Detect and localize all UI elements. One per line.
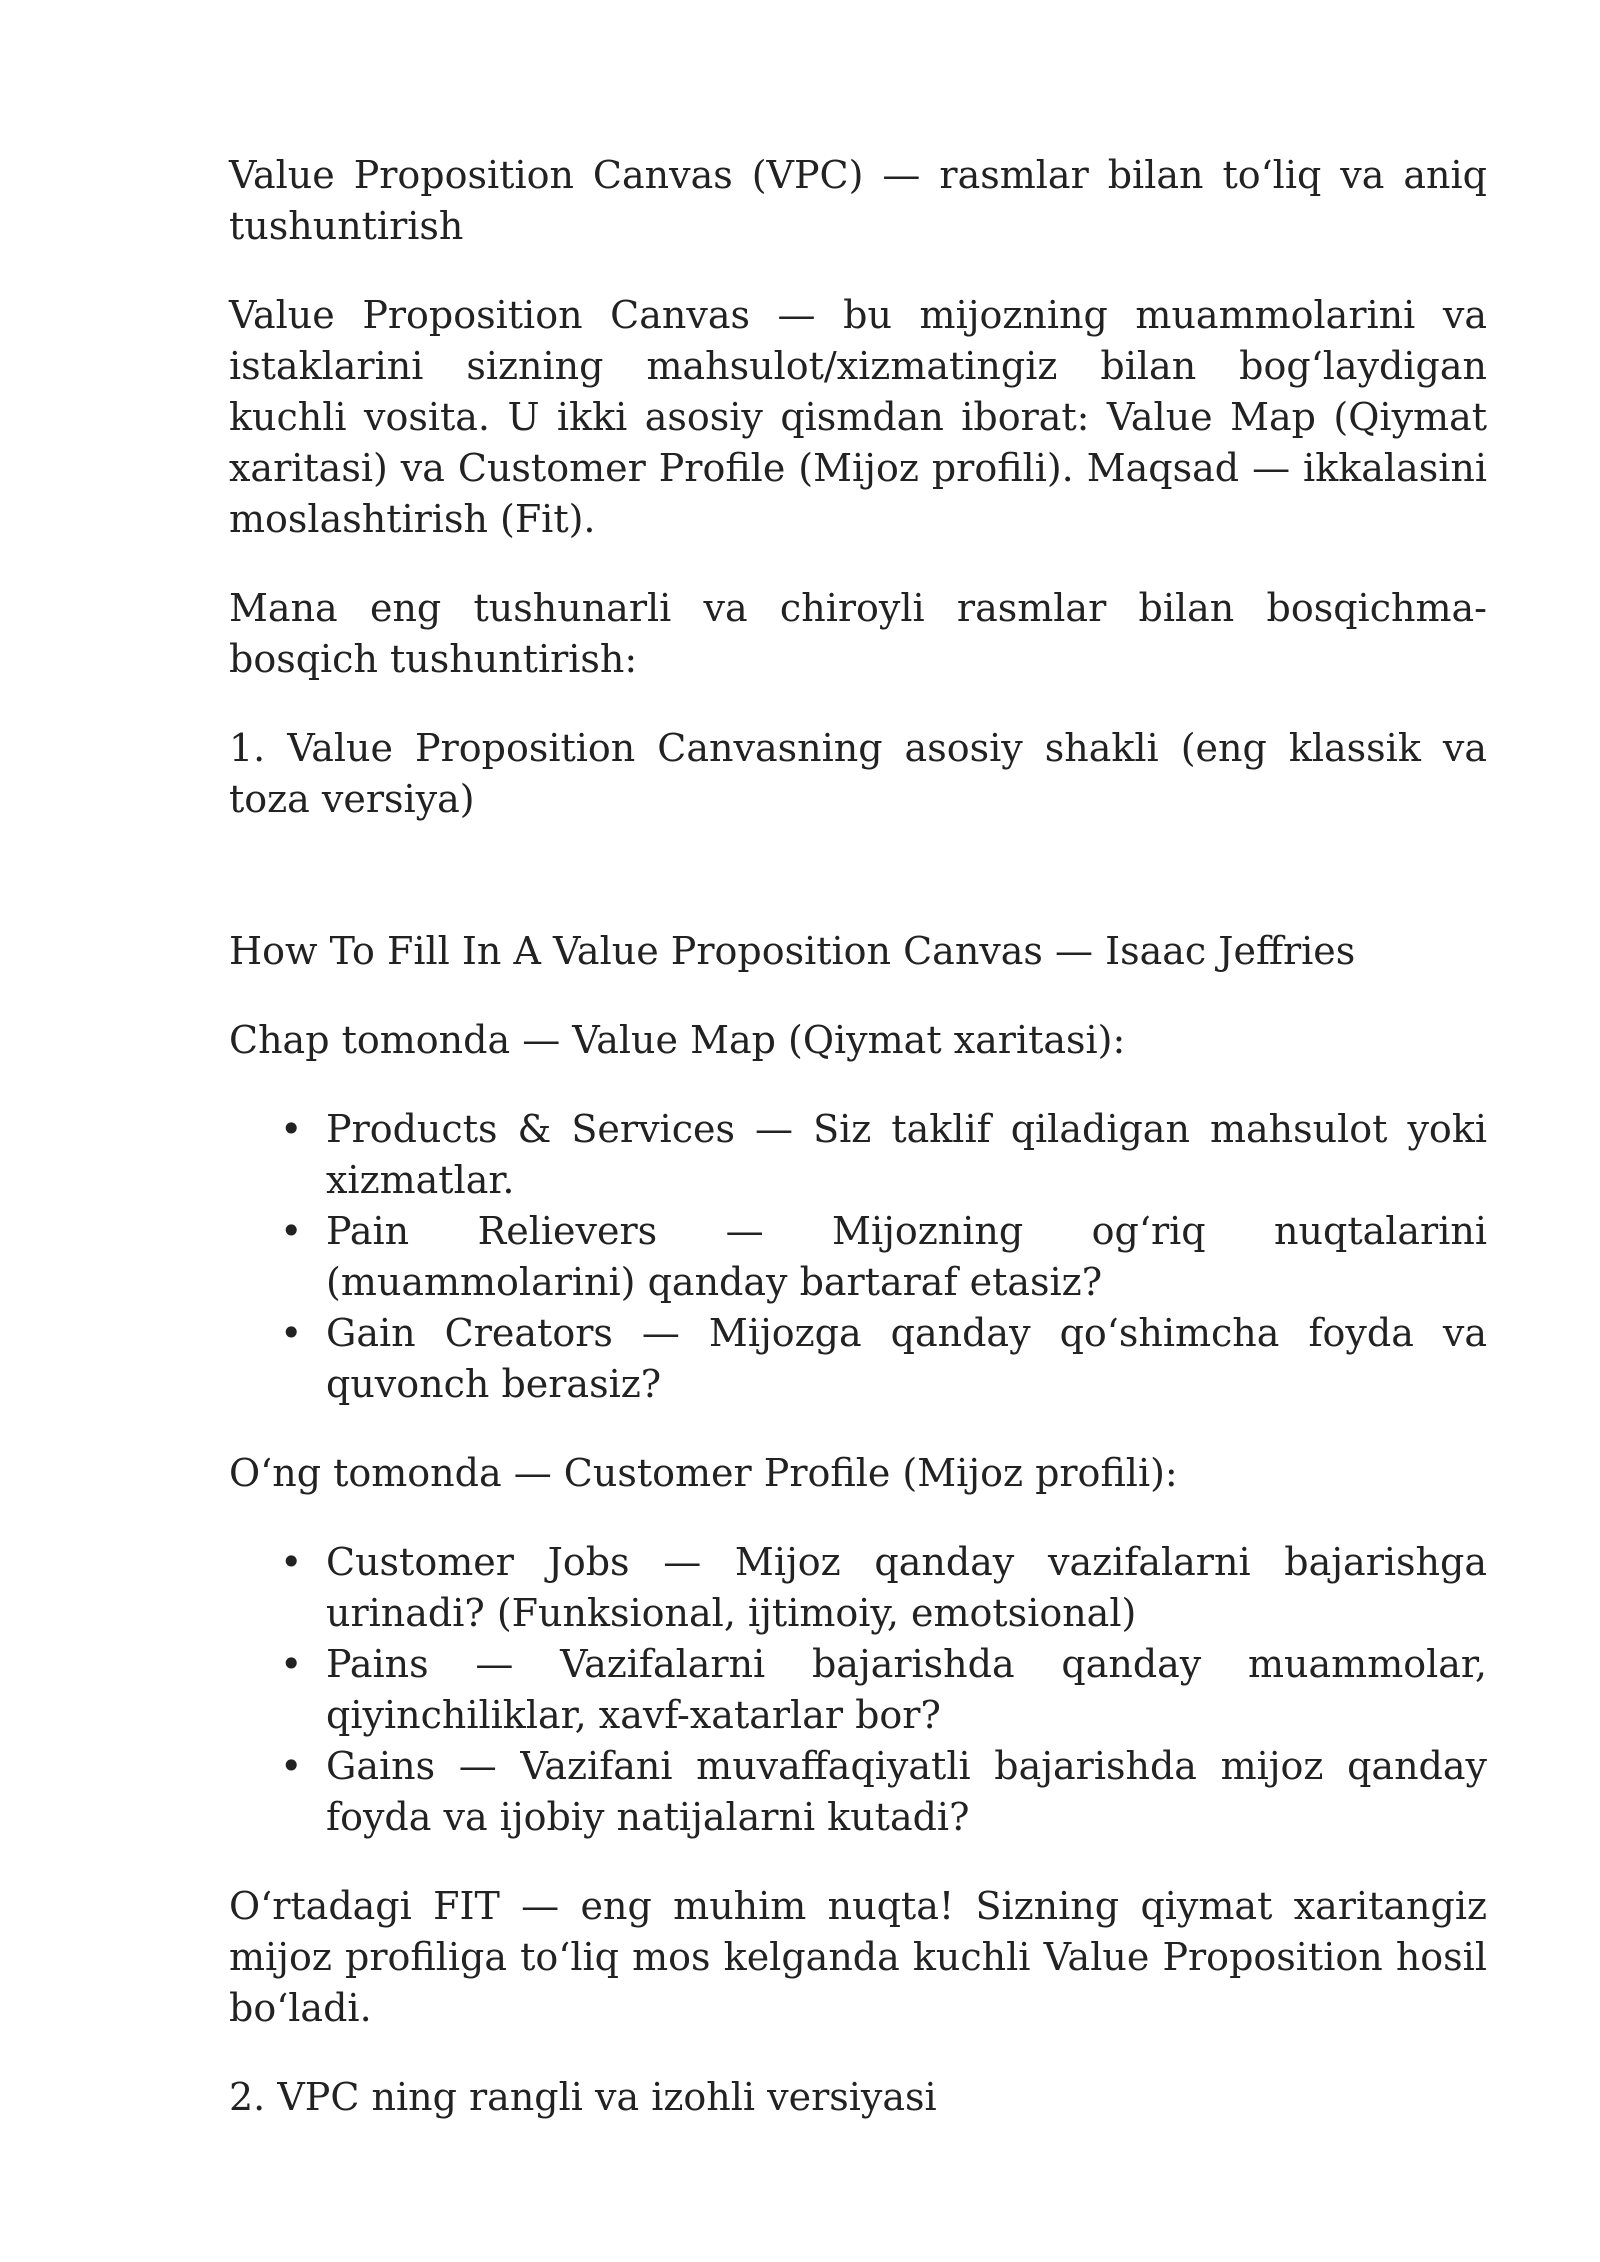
bullet-icon: • [280,1209,303,1253]
bullet-icon: • [280,1311,303,1355]
bullet-icon: • [280,1540,303,1584]
list-item-text: Gain Creators — Mijozga qanday qo‘shimcha foyda va quvonch berasiz? [326,1311,1487,1406]
bullet-icon: • [280,1642,303,1686]
section-1-heading: 1. Value Proposition Canvasning asosiy shakli (eng klassik va toza versiya) [229,726,1487,821]
list-item [280,1537,1487,1639]
customer-profile-list [229,1537,1487,1843]
customer-profile-heading: O‘ng tomonda — Customer Profile (Mijoz profili): [229,1451,1178,1495]
list-item-text: Pains — Vazifalarni bajarishda qanday muammolar, qiyinchiliklar, xavf-xatarlar bor? [326,1642,1487,1737]
list-item [280,1741,1487,1843]
bullet-icon: • [280,1744,303,1788]
list-item [280,1308,1487,1410]
list-item-text: Products & Services — Siz taklif qiladigan mahsulot yoki xizmatlar. [326,1107,1487,1202]
document-page [229,150,1487,2161]
fit-paragraph: O‘rtadagi FIT — eng muhim nuqta! Sizning qiymat xaritangiz mijoz profiliga to‘liq mos kelganda kuchli Value Proposition hosil bo‘ladi. [229,1884,1487,2030]
bullet-icon: • [280,1107,303,1151]
lead-paragraph: Mana eng tushunarli va chiroyli rasmlar bilan bosqichma-bosqich tushuntirish: [229,586,1487,681]
list-item [280,1206,1487,1308]
intro-paragraph: Value Proposition Canvas — bu mijozning muammolarini va istaklarini sizning mahsulot/xizmatingiz bilan bog‘laydigan kuchli vosita. U ikki asosiy qismdan iborat: Value Map (Qiymat xaritasi) va Customer Profile (Mijoz profili). Maqsad — ikkalasini moslashtirish (Fit). [229,293,1487,541]
image-caption: How To Fill In A Value Proposition Canvas — Isaac Jeffries [229,929,1356,973]
list-item [280,1639,1487,1741]
section-2-heading: 2. VPC ning rangli va izohli versiyasi [229,2075,937,2119]
value-map-list [229,1104,1487,1410]
value-map-heading: Chap tomonda — Value Map (Qiymat xaritasi): [229,1018,1126,1062]
list-item [280,1104,1487,1206]
list-item-text: Gains — Vazifani muvaffaqiyatli bajarishda mijoz qanday foyda va ijobiy natijalarni kutadi? [326,1744,1487,1839]
list-item-text: Customer Jobs — Mijoz qanday vazifalarni bajarishga urinadi? (Funksional, ijtimoiy, emotsional) [326,1540,1487,1635]
document-title: Value Proposition Canvas (VPC) — rasmlar bilan to‘liq va aniq tushuntirish [229,153,1487,248]
list-item-text: Pain Relievers — Mijozning og‘riq nuqtalarini (muammolarini) qanday bartaraf etasiz? [326,1209,1487,1304]
